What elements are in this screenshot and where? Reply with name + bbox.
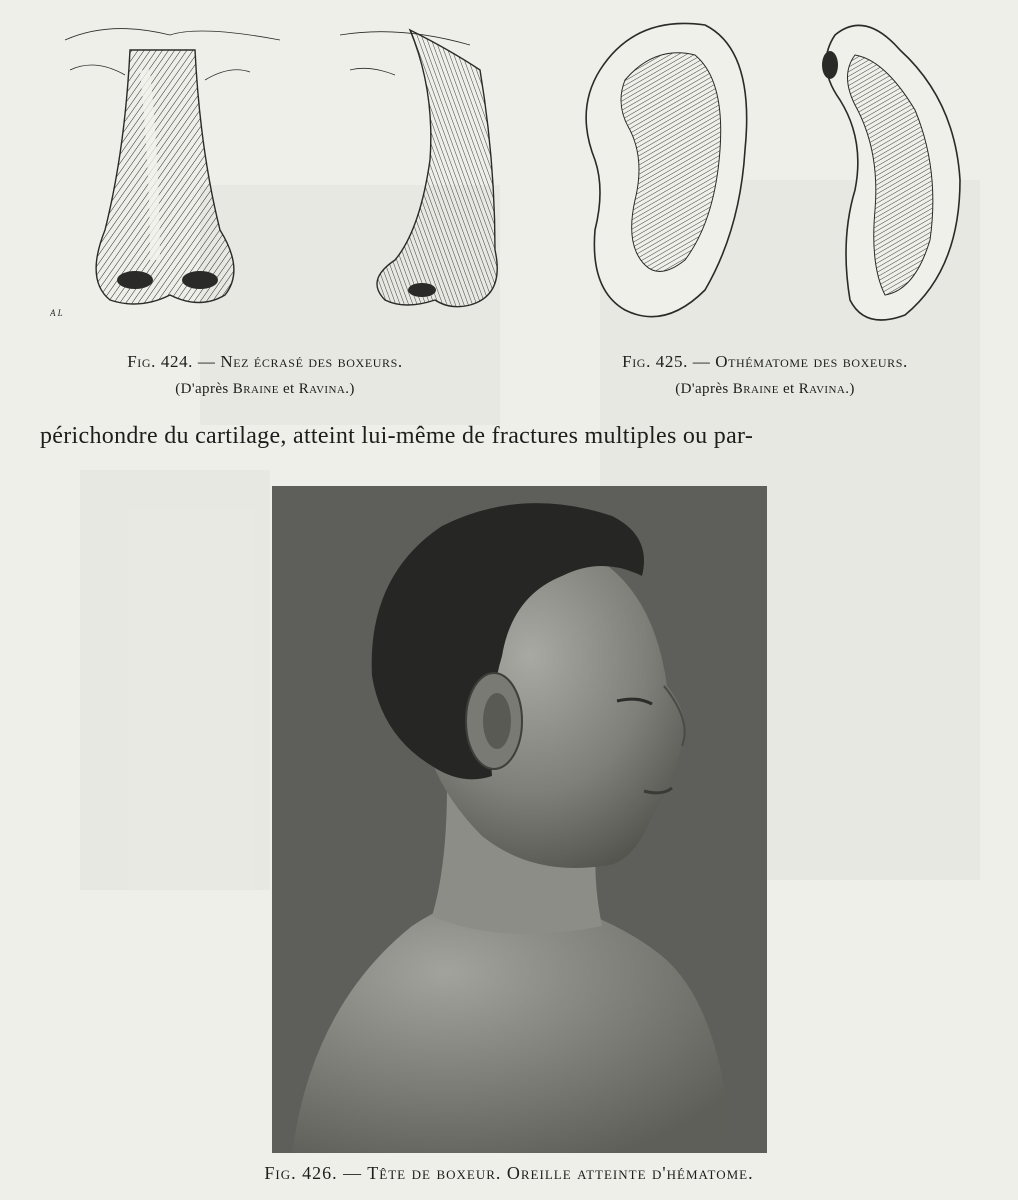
- boxer-photograph: [272, 486, 767, 1153]
- credit-and: et: [278, 381, 299, 397]
- credit-and: et: [778, 381, 799, 397]
- ear-illustration: [555, 10, 975, 330]
- credit-author: Braine: [732, 381, 779, 397]
- nose-illustration: [50, 10, 510, 340]
- fig-424-credit: [30, 381, 500, 398]
- credit-author: Ravina: [298, 381, 346, 397]
- fig-426-caption: Fig. 426. — Tête de boxeur. Oreille atteinte d'hématome.: [264, 1163, 754, 1183]
- credit-prefix: (D'après: [175, 381, 233, 397]
- boxer-profile-image: [272, 486, 767, 1153]
- show-through-block: [80, 470, 270, 890]
- credit-prefix: (D'après: [675, 381, 733, 397]
- artist-signature: A L: [50, 308, 63, 318]
- fig-425-credit: [530, 381, 1000, 398]
- body-text-line: périchondre du cartilage, atteint lui-même de fractures multiples ou par-: [40, 423, 754, 449]
- fig-424-caption: Fig. 424. — Nez écrasé des boxeurs.: [127, 352, 403, 371]
- credit-suffix: .): [845, 381, 855, 397]
- credit-author: Ravina: [798, 381, 846, 397]
- credit-suffix: .): [345, 381, 355, 397]
- credit-author: Braine: [232, 381, 279, 397]
- fig-425-caption: Fig. 425. — Othématome des boxeurs.: [622, 352, 908, 371]
